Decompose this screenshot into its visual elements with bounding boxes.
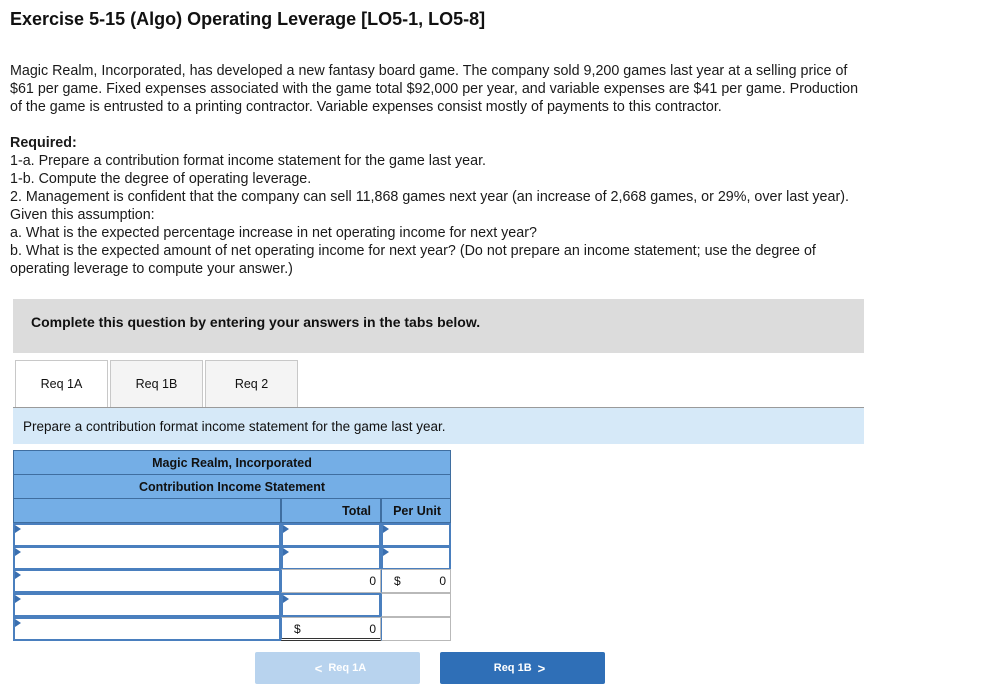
dropdown-marker-icon	[15, 571, 21, 579]
required-line: a. What is the expected percentage increase in net operating income for next year?	[10, 225, 537, 241]
dropdown-marker-icon	[283, 525, 289, 533]
previous-tab-button[interactable]	[255, 652, 420, 684]
required-line: Given this assumption:	[10, 207, 155, 223]
next-tab-label: Req 1B	[493, 662, 532, 674]
income-statement-table	[13, 450, 451, 642]
intro-line: of the game is entrusted to a printing contractor. Variable expenses consist mostly of payments to this contractor.	[10, 99, 722, 115]
instruction-text: Complete this question by entering your answers in the tabs below.	[31, 314, 481, 330]
per-unit-input[interactable]	[381, 523, 451, 547]
required-section	[10, 134, 960, 278]
row-label-dropdown[interactable]	[13, 546, 281, 570]
exercise-title: Exercise 5-15 (Algo) Operating Leverage [LO5-1, LO5-8]	[10, 9, 486, 29]
table-row	[13, 523, 451, 547]
tab-req-2[interactable]: Req 2	[205, 360, 298, 408]
subtotal-unit: 0	[439, 574, 446, 588]
final-total: 0	[369, 622, 376, 636]
required-line: operating leverage to compute your answer.)	[10, 261, 293, 277]
total-column-header: Total	[281, 498, 381, 523]
per-unit-empty	[381, 593, 451, 617]
subtotal-total-value	[281, 569, 381, 593]
dropdown-marker-icon	[383, 525, 389, 533]
instruction-banner	[13, 299, 864, 353]
subtotal-total: 0	[369, 574, 376, 588]
prompt-banner	[13, 408, 864, 444]
dropdown-marker-icon	[15, 619, 21, 627]
tab-req-1a[interactable]: Req 1A	[15, 360, 108, 408]
net-operating-income-value	[281, 617, 381, 641]
prompt-text: Prepare a contribution format income statement for the game last year.	[23, 419, 446, 434]
table-row	[13, 546, 451, 570]
intro-line: $61 per game. Fixed expenses associated with the game total $92,000 per year, and variable expenses are $41 per game. Production	[10, 81, 859, 97]
intro-line: Magic Realm, Incorporated, has developed a new fantasy board game. The company sold 9,200 games last year at a selling price of	[10, 63, 848, 79]
row-label-dropdown[interactable]	[13, 617, 281, 641]
previous-tab-label: Req 1A	[328, 662, 367, 674]
dollar-sign: $	[394, 574, 401, 588]
label-column-header	[13, 498, 281, 523]
table-row	[13, 593, 451, 617]
required-line: 1-a. Prepare a contribution format income statement for the game last year.	[10, 153, 487, 169]
required-heading: Required:	[10, 135, 77, 151]
next-tab-button[interactable]	[440, 652, 605, 684]
dropdown-marker-icon	[383, 548, 389, 556]
statement-name: Contribution Income Statement	[13, 474, 451, 499]
row-label-dropdown[interactable]	[13, 523, 281, 547]
dropdown-marker-icon	[283, 548, 289, 556]
per-unit-empty	[381, 617, 451, 641]
company-name: Magic Realm, Incorporated	[13, 450, 451, 475]
total-input[interactable]	[281, 523, 381, 547]
dropdown-marker-icon	[15, 525, 21, 533]
dollar-sign: $	[294, 622, 301, 636]
row-label-dropdown[interactable]	[13, 569, 281, 593]
total-input[interactable]	[281, 593, 381, 617]
dropdown-marker-icon	[15, 595, 21, 603]
table-row	[13, 569, 451, 593]
subtotal-unit-value	[381, 569, 451, 593]
per-unit-column-header: Per Unit	[381, 498, 451, 523]
problem-intro	[10, 62, 960, 116]
required-line: 2. Management is confident that the company can sell 11,868 games next year (an increase of 2,668 games, or 29%, over last year).	[10, 189, 849, 205]
dropdown-marker-icon	[283, 595, 289, 603]
per-unit-input[interactable]	[381, 546, 451, 570]
total-input[interactable]	[281, 546, 381, 570]
required-line: 1-b. Compute the degree of operating leverage.	[10, 171, 312, 187]
chevron-left-icon: <	[314, 660, 323, 676]
table-row	[13, 617, 451, 641]
chevron-right-icon: >	[537, 660, 546, 676]
tab-req-1b[interactable]: Req 1B	[110, 360, 203, 408]
required-line: b. What is the expected amount of net operating income for next year? (Do not prepare an income statement; use the degree of	[10, 243, 816, 259]
row-label-dropdown[interactable]	[13, 593, 281, 617]
dropdown-marker-icon	[15, 548, 21, 556]
